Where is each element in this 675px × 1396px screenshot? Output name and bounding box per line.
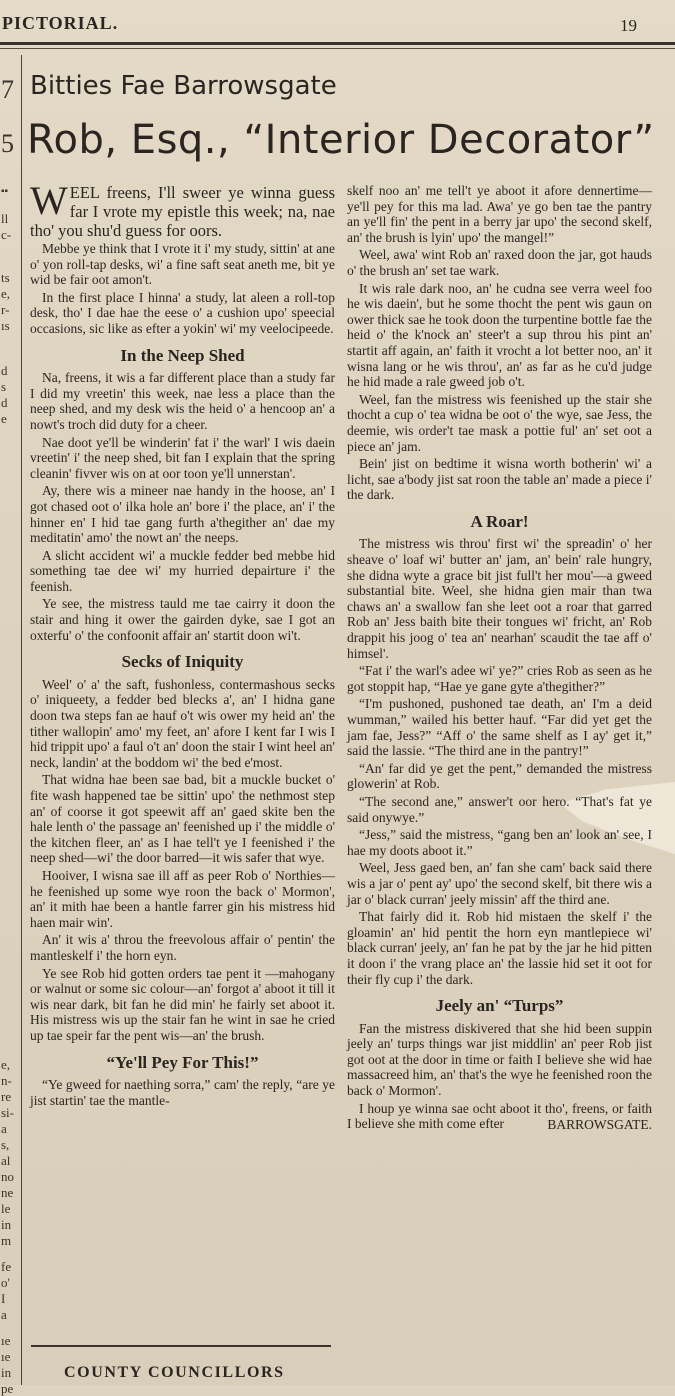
paragraph: Weel, awa' wint Rob an' raxed doon the jar, got hauds o' the brush an' set tae wark. (347, 247, 652, 278)
paragraph: Ay, there wis a mineer nae handy in the hoose, an' I got chased oot o' ilka hole an' bore i' the place, an' i' the hinner en' I hid tae gang furth a'thegither an' dae my meditatin' amo' the nowt an' the neeps. (30, 483, 335, 546)
margin-fragment: le (1, 1201, 11, 1216)
margin-fragment: ıe (1, 1349, 11, 1364)
paragraph: Weel' o' a' the saft, fushonless, contermashous secks o' iniqueety, a fedder bed blecks a', an' I hidna gane doon twa steps fan ae hauf o't wis ower my heid an' the tither wallopin' amo' my feet, an' afore I kent far I wis I hid trippit upo' a faul o't an' doon the stair I wint heel an' neck, landin' at the boddom wi' the bed e'most. (30, 676, 335, 770)
paragraph: That widna hae been sae bad, bit a muckle bucket o' fite wash happened tae be sittin' upo' the nethmost step an' of coorse it got speewit aff an' gaed skite ben the hale lenth o' the passage an' feenished up i' the middle o' the kitchen fleer, an' as I hae tell't ye I feenished i' the neep shed—wi' the door barred—it wis safer that wye. (30, 772, 335, 866)
paragraph: Weel, Jess gaed ben, an' fan she cam' back said there wis a jar o' pent ay' upo' the second skelf, bit there wis a jar o' black curran' jeely missin' aff the third ane. (347, 860, 652, 907)
publication-name: PICTORIAL. (2, 13, 119, 33)
margin-fragment: r- (1, 302, 10, 317)
margin-fragment: o' (1, 1275, 10, 1290)
paragraph: In the first place I hinna' a study, lat aleen a roll-top desk, tho' I dae hae the eese o' a cushion upo' speecial occasions, sic like as efter a yokin' wi' my veelocipeede. (30, 289, 335, 336)
margin-fragment: no (1, 1169, 14, 1184)
margin-fragment: 5 (1, 129, 14, 158)
margin-fragment: d (1, 395, 8, 410)
margin-fragment: d (1, 363, 8, 378)
article-kicker: Bitties Fae Barrowsgate (30, 71, 337, 101)
author-signature: BARROWSGATE. (547, 1116, 652, 1132)
margin-fragment: ll (1, 211, 9, 226)
paragraph: A slicht accident wi' a muckle fedder bed mebbe hid something tae dee wi' my hurried depairture i' the feenish. (30, 547, 335, 594)
subheading: “Ye'll Pey For This!” (106, 1052, 259, 1072)
paragraph: skelf noo an' me tell't ye aboot it afore dennertime—ye'll pey for this ma lad. Awa' ye go ben tae the pantry an ye'll fin' the pent in a berry jar upo' the second skelf, an' the brush is lyin' upo' the mangel!” (347, 183, 652, 245)
paragraph: “An' far did ye get the pent,” demanded the mistress glowerin' at Rob. (347, 760, 652, 792)
margin-fragment: fe (1, 1259, 12, 1274)
paragraph: Ye see, the mistress tauld me tae cairry it doon the stair and hing it ower the gairden dyke, sae I got an oxterfu' o' the confoonit affair an' startit doon wi't. (30, 596, 335, 643)
margin-fragment: I (1, 1291, 6, 1306)
subheading: In the Neep Shed (120, 345, 245, 365)
subheading: Jeely an' “Turps” (435, 996, 564, 1016)
margin-fragment: m (1, 1233, 12, 1248)
paragraph: It wis rale dark noo, an' he cudna see verra weel foo he wis daein', but he some thocht the pent wis gaun on ower thick sae he took doon the turpentine bottle fae the heid o' the k'nock an' steer't a sup throu his pint an' startit aff again, an' faith it vrocht a lot better noo, an' it wisna lang or he wis throu', an' as far as he cu'd judge he hid made a rale gweed job o't. (347, 280, 652, 390)
header-rule-thin (0, 48, 675, 49)
paragraph: Bein' jist on bedtime it wisna worth botherin' wi' a licht, sae a'body jist sat roon the table an' made a piece i' the dark. (347, 456, 652, 503)
paragraph: Mebbe ye think that I vrote it i' my study, sittin' at ane o' yon roll-tap desks, wi' a fine saft seat aneth me, bit ye wid be fair oot amon't. (30, 241, 335, 288)
article-column-2 (347, 183, 652, 1132)
margin-fragment: e, (1, 286, 11, 301)
paragraph: “I'm pushoned, pushoned tae death, an' I'm a deid wumman,” wailed his better hauf. “Far did yet get the jam fae, Jess?” “Aff o' the same shelf as I ay' get it,” said the lassie. “The third ane in the pantry!” (347, 696, 652, 759)
margin-fragment: n- (1, 1073, 12, 1088)
paragraph: “Ye gweed for naething sorra,” cam' the reply, “are ye jist startin' tae the mantle- (30, 1077, 335, 1108)
next-article-rule (31, 1345, 331, 1347)
margin-fragment: e, (1, 1057, 11, 1072)
paragraph: Weel, fan the mistress wis feenished up the stair she thocht a cup o' tea widna be oot o' the wye, sae Jess, the deemie, wis order't tae mask a pottie ful' an' set oot a piece an' jam. (347, 391, 652, 454)
page-number: 19 (620, 16, 637, 35)
lead-paragraph (30, 178, 335, 240)
header-rule (0, 42, 675, 45)
margin-fragment: si- (1, 1105, 14, 1120)
drop-cap: W (30, 178, 68, 223)
margin-fragment: e (1, 411, 7, 426)
paragraph: Fan the mistress diskivered that she hid been suppin jeely an' turps things war jist middlin' an' peer Rob jist got oot at the door in time or faith I believe she wid hae massacreed him, an' that's the wye he feenished roon the back o' Mormon'. (347, 1020, 652, 1099)
next-article-title: COUNTY COUNCILLORS (64, 1364, 285, 1381)
paragraph: That fairly did it. Rob hid mistaen the skelf i' the gloamin' an' hid pentit the horn eyn mantlepiece wi' black curran' jeely, an' fan he pat by the jar he hid pitten it doon i' the vrang place an' the lassie hid set it oot for their fly cup i' the dark. (347, 909, 652, 987)
margin-fragment: al (1, 1153, 11, 1168)
paragraph: “Fat i' the warl's adee wi' ye?” cries Rob as seen as he got stoppit hap, “Hae ye gane gyte a'thegither?” (347, 663, 652, 694)
margin-fragment: c- (1, 227, 12, 242)
paragraph: Na, freens, it wis a far different place than a study far I did my vreetin' this week, nae less a place than the neep shed, and my desk wis the heid o' a hencoop an' a nowt's troch did duty for a cheer. (30, 370, 335, 432)
margin-fragment: 7 (1, 75, 14, 104)
subheading: A Roar! (470, 511, 529, 531)
paragraph: Hooiver, I wisna sae ill aff as peer Rob o' Northies—he feenished up some wye roon the back o' Mormon', an' it mith hae been a hantle farrer gin his mistress hid haen mair win'. (30, 867, 335, 930)
margin-fragment: a (1, 1121, 7, 1136)
article-column-1 (30, 178, 335, 1110)
margin-fragment: ts (1, 270, 10, 285)
margin-fragment: re (1, 1089, 12, 1104)
article-headline: Rob, Esq., “Interior Decorator” (27, 117, 655, 163)
paragraph: Ye see Rob hid gotten orders tae pent it —mahogany or walnut or some sic colour—an' forgot a' aboot it till it wis near dark, bit fan he did min' he fairly set aboot it. His mistress wis up the stair fan he wint in sae he cried up tae speir far the pent wis—an' the brush. (30, 965, 335, 1043)
paragraph: I houp ye winna sae ocht aboot it tho', freens, or faith I believe she mith come efter (347, 1100, 652, 1132)
margin-fragment: s (1, 379, 7, 394)
paragraph: The mistress wis throu' first wi' the spreadin' o' her sheave o' loaf wi' butter an' jam, an' bein' rale hungry, she didna wyte a grace bit jist full't her mou'—a gweed substantial bite. Weel, she hidna gien mair than twa chaws an' a swallow fan she leet oot a roar that garred Rob an' Jess baith bite their tongues wi' fricht, an' Rob drappit his joog o' tea an' nearhan' scaudit the tae aff o' himsel'. (347, 536, 652, 661)
paragraph: Nae doot ye'll be winderin' fat i' the warl' I wis daein vreetin' i' the neep shed, bit fan I explain that the spring cleanin' fivver wis on at oor toon ye'll unnerstan'. (30, 434, 335, 481)
margin-fragment: in (1, 1365, 12, 1380)
margin-fragment: ıs (1, 318, 10, 333)
subheading: Secks of Iniquity (121, 652, 244, 672)
left-margin-fragments (0, 0, 20, 1396)
margin-fragment: a (1, 1307, 7, 1322)
margin-fragment: ne (1, 1185, 14, 1200)
margin-fragment: ▪▪ (1, 186, 9, 197)
lead-text: EEL freens, I'll sweer ye winna guess far I vrote my epistle this week; na, nae tho' you shu'd guess for oors. (30, 183, 335, 240)
paragraph: “The second ane,” answer't oor hero. “That's fat ye said onywye.” (347, 793, 652, 825)
margin-fragment: pe (1, 1381, 14, 1396)
margin-fragment: ıe (1, 1333, 11, 1348)
paragraph: “Jess,” said the mistress, “gang ben an' look an' see, I hae my doots aboot it.” (347, 827, 652, 858)
paragraph: An' it wis a' throu the freevolous affair o' pentin' the mantleskelf i' the horn eyn. (30, 932, 335, 963)
margin-fragment: in (1, 1217, 12, 1232)
column-rule (21, 55, 22, 1385)
margin-fragment: s, (1, 1137, 10, 1152)
